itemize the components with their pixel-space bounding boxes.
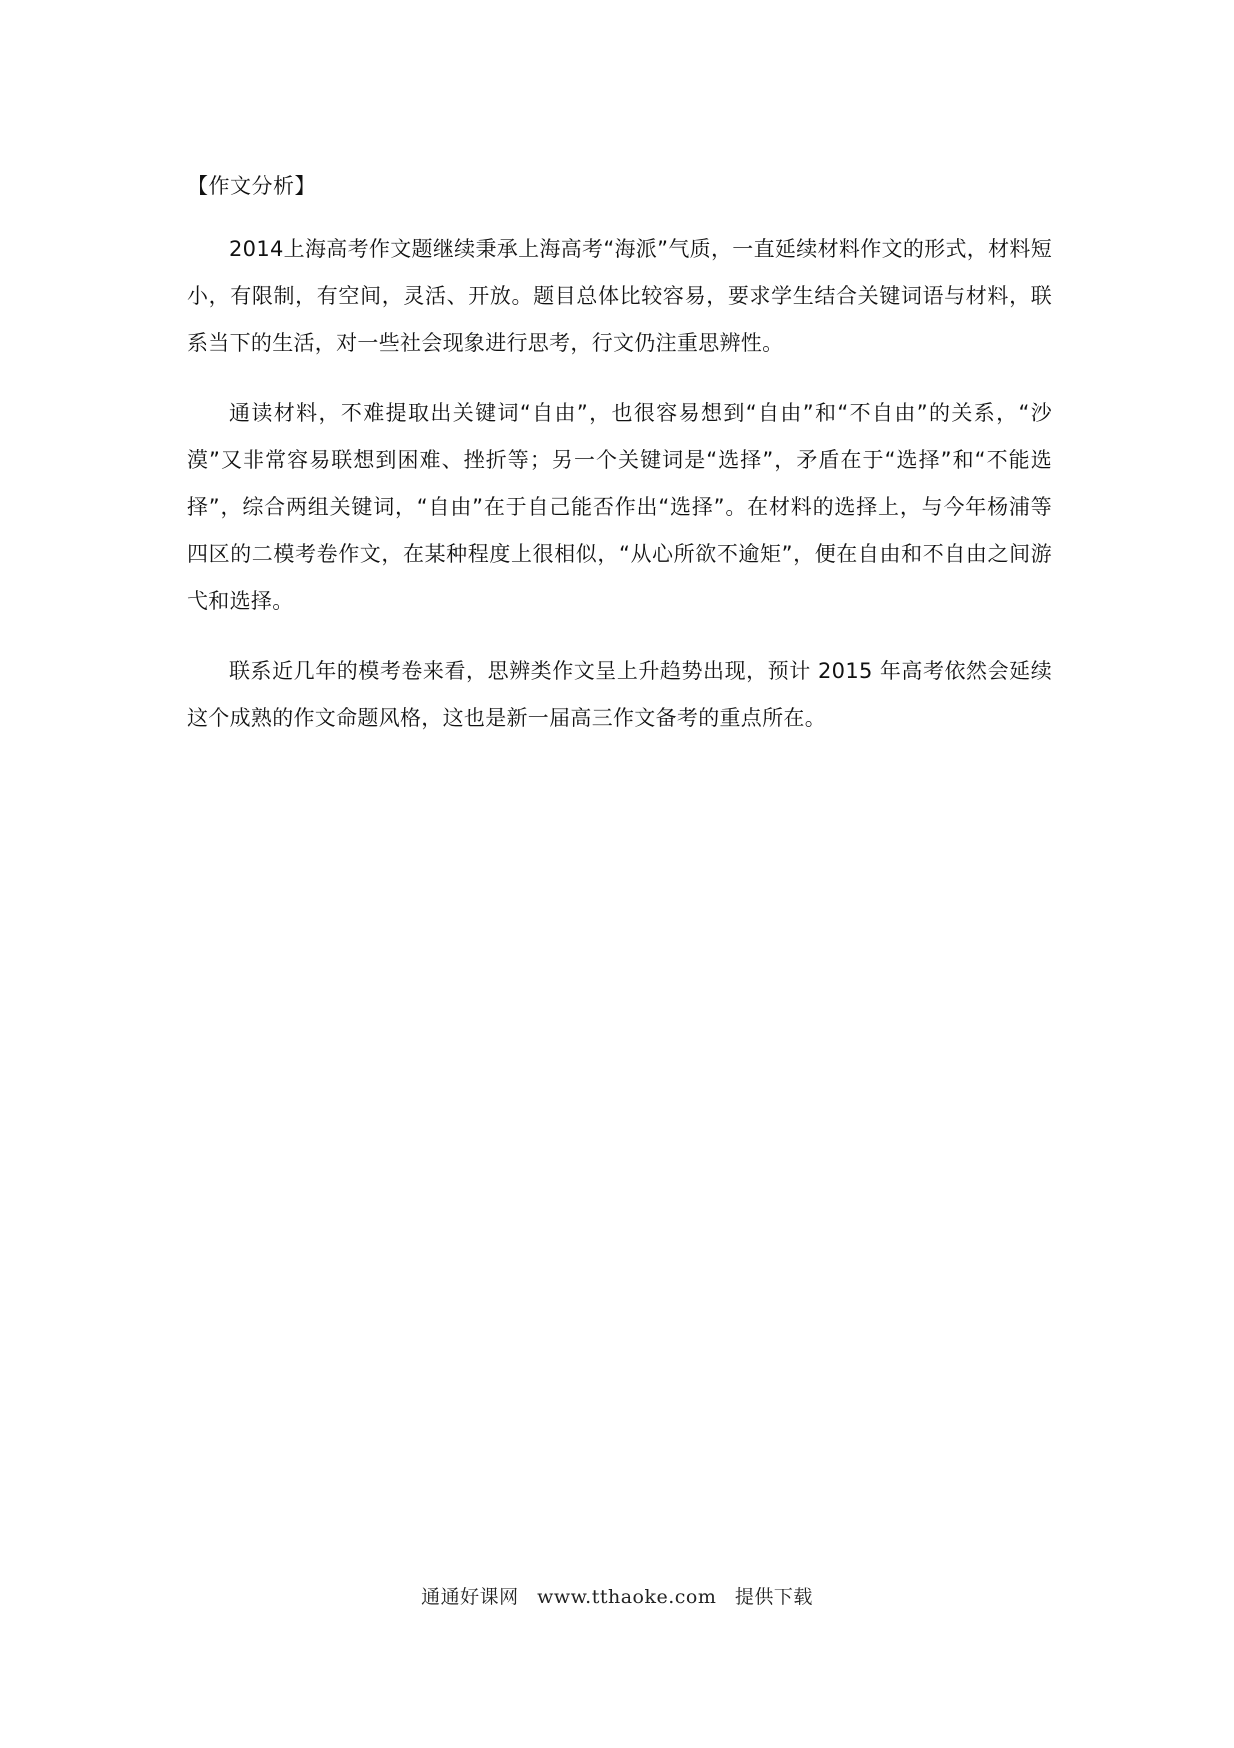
document-body xyxy=(187,164,1052,765)
footer-site-name: 通通好课网 xyxy=(421,1586,519,1608)
paragraph-2: 通读材料，不难提取出关键词“自由”，也很容易想到“自由”和“不自由”的关系，“沙漠”又非常容易联想到困难、挫折等；另一个关键词是“选择”，矛盾在于“选择”和“不能选择”，综合两组关键词，“自由”在于自己能否作出“选择”。在材料的选择上，与今年杨浦等四区的二模考卷作文，在某种程度上很相似，“从心所欲不逾矩”，便在自由和不自由之间游弋和选择。 xyxy=(187,401,1052,613)
page-footer xyxy=(0,1582,1234,1609)
paragraph-3: 联系近几年的模考卷来看，思辨类作文呈上升趋势出现，预计 2015 年高考依然会延续这个成熟的作文命题风格，这也是新一届高三作文备考的重点所在。 xyxy=(187,659,1052,730)
paragraph-1: 2014上海高考作文题继续秉承上海高考“海派”气质，一直延续材料作文的形式，材料短小，有限制，有空间，灵活、开放。题目总体比较容易，要求学生结合关键词语与材料，联系当下的生活，对一些社会现象进行思考，行文仍注重思辨性。 xyxy=(187,237,1052,355)
footer-suffix: 提供下载 xyxy=(734,1586,813,1608)
section-heading: 【作文分析】 xyxy=(187,174,316,198)
footer-url: www.tthaoke.com xyxy=(537,1586,717,1608)
